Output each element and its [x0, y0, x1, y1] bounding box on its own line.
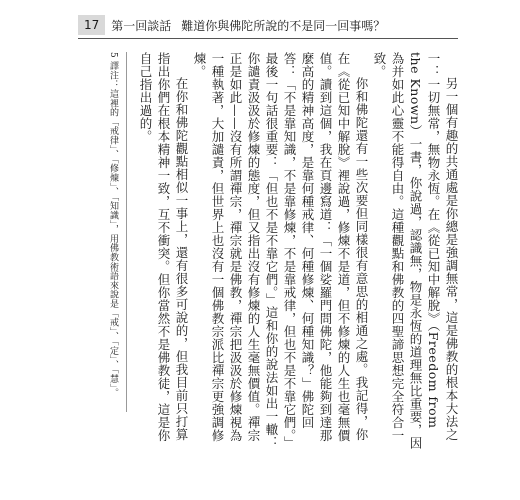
footnote: 5 譯注：這裡的「戒律」、「修煉」、「知識」，用佛教術語來說是「戒」、「定」、「慧」。	[108, 52, 118, 398]
running-title: 難道你與佛陀所說的不是同一回事嗎？	[181, 18, 386, 33]
footnote-divider	[126, 52, 127, 412]
paragraph: 你和佛陀還有一些次要但同樣很有意思的相通之處。我記得，你在《從已知中解脫》裡說過，修煉不是道，但不修煉的人生也毫無價值。讀到這個，我在頁邊寫道：「一個娑羅門問佛陀，他能夠到達那麼高的精神高度，是靠何種戒律、何種修煉、何種知識？」佛陀回答：「不是靠知識，不是靠修煉，不是靠戒律，但也不是不靠它們。」最後一句話很重要：「但也不是不靠它們。」這和你的說法如出一轍：你譴責汲汲於修煉的態度，但又指出沒有修煉的人生毫無價值。禪宗正是如此——沒有所謂禪宗，禪宗就是佛教，禪宗把汲汲於修煉視為一種執著，大加譴責，但世界上也沒有一個佛教宗派比禪宗更強調修煉。	[192, 52, 369, 449]
chapter-title: 第一回談話	[111, 18, 172, 33]
page-header	[78, 14, 458, 36]
paragraph: 在你和佛陀觀點相似一事上，還有很多可說的，但我目前只打算指出你們在根本精神一致，互不衝突。但你當然不是佛教徒，這是你自己指出過的。	[138, 52, 189, 442]
header-divider	[78, 38, 458, 39]
paragraph: 另一個有趣的共通處是你總是強調無常，這是佛教的根本大法之一：一切無常，無物永恆。在《從已知中解脫》（Freedom from the Known）一書，你說過，認識無，物是永恆的道理無比重要，因為并如此心靈不能得自由。這種觀點和佛教的四聖諦思想完全符合一致。	[372, 52, 459, 450]
body-text	[138, 52, 460, 452]
page-number: 17	[78, 15, 105, 35]
